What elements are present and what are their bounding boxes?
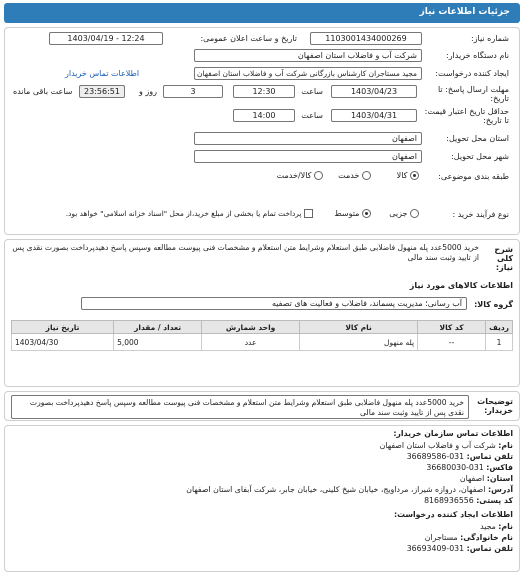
process-option-small[interactable] (389, 209, 419, 218)
contact-panel (4, 425, 520, 572)
need-number-field: 1103001434000269 (310, 32, 422, 45)
goods-group-label: گروه کالا: (474, 300, 513, 309)
buyer-address-value: اصفهان، دروازه شیراز، مرداویج، خیابان شیخ کلینی، خیابان جابر، شرکت آبفای استان اصفهان (186, 485, 486, 494)
need-details-panel (4, 27, 520, 235)
validity-label: حداقل تاریخ اعتبار قیمت: تا تاریخ: (424, 107, 509, 125)
col-date: تاریخ نیاز (12, 321, 114, 334)
creator-name-label: نام: (498, 522, 513, 531)
goods-table-header (12, 321, 513, 334)
creator-family-label: نام خانوادگی: (460, 533, 513, 542)
buyer-contact-link[interactable]: اطلاعات تماس خریدار (65, 69, 140, 78)
remaining-label: ساعت باقی مانده (13, 87, 73, 96)
buyer-field: شرکت آب و فاضلاب استان اصفهان (194, 49, 422, 62)
treasury-payment-note: پرداخت تمام یا بخشی از مبلغ خرید،از محل "اسناد خزانه اسلامی" خواهد بود. (65, 209, 302, 218)
buyer-name-value: شرکت آب و فاضلاب استان اصفهان (379, 441, 496, 450)
buyer-label: نام دستگاه خریدار: (446, 51, 509, 60)
cell-name: پله منهول (300, 334, 418, 351)
page-header (4, 3, 520, 23)
process-option-medium[interactable] (334, 209, 371, 218)
days-label: روز و (139, 87, 157, 96)
buyer-state-line (460, 474, 513, 483)
province-field: اصفهان (194, 132, 422, 145)
treasury-payment-option[interactable] (66, 209, 313, 218)
deadline-date-field: 1403/04/23 (331, 85, 417, 98)
category-goods-label: کالا (396, 171, 408, 180)
process-label: نوع فرآیند خرید : (452, 210, 509, 219)
creator-name-value: مجید (480, 522, 496, 531)
buyer-name-label: نام: (498, 441, 513, 450)
creator-contact-title: اطلاعات ایجاد کننده درخواست: (393, 510, 513, 519)
deadline-time-field: 12:30 (233, 85, 295, 98)
goods-table (11, 320, 513, 351)
city-field: اصفهان (194, 150, 422, 163)
category-both-label: کالا/خدمت (276, 171, 312, 180)
category-option-goods[interactable] (397, 171, 419, 180)
buyer-address-label: آدرس: (487, 485, 513, 494)
buyer-fax-label: فاکس: (486, 463, 513, 472)
creator-field: مجید مستاجران کارشناس بازرگانی شرکت آب و فاضلاب استان اصفهان (194, 67, 422, 80)
creator-name-line (480, 522, 513, 531)
summary-label: شرح کلی نیاز: (494, 245, 513, 272)
buyer-state-value: اصفهان (459, 474, 485, 483)
buyer-state-label: استان: (486, 474, 513, 483)
category-both-radio[interactable] (314, 171, 323, 180)
table-row[interactable] (12, 334, 513, 351)
goods-group-field: آب رسانی؛ مدیریت پسماند، فاضلاب و فعالیت های تصفیه (81, 297, 467, 310)
buyer-fax-line (426, 463, 513, 472)
validity-date-field: 1403/04/31 (331, 109, 417, 122)
process-medium-label: متوسط (334, 209, 360, 218)
creator-label: ایجاد کننده درخواست: (435, 69, 509, 78)
category-option-service[interactable] (338, 171, 371, 180)
buyer-postal-label: کد پستی: (476, 496, 513, 505)
col-row: ردیف (486, 321, 513, 334)
deadline-label: مهلت ارسال پاسخ: تا تاریخ: (437, 85, 509, 103)
need-number-label: شماره نیاز: (471, 34, 509, 43)
category-label: طبقه بندی موضوعی: (438, 172, 509, 181)
remaining-time-field: 23:56:51 (79, 85, 125, 98)
cell-code: -- (418, 334, 486, 351)
cell-unit: عدد (202, 334, 300, 351)
col-qty: تعداد / مقدار (114, 321, 202, 334)
process-small-radio[interactable] (410, 209, 419, 218)
col-unit: واحد شمارش (202, 321, 300, 334)
creator-phone-line (407, 544, 513, 553)
category-service-radio[interactable] (362, 171, 371, 180)
buyer-address-line (186, 485, 513, 494)
validity-time-label: ساعت (301, 111, 323, 120)
summary-text: خرید 5000عدد پله منهول فاضلابی طبق استعلام وشرایط متن استعلام و مشخصات فنی پیوست مطالعه وسپس پاسخ دهیدپرداخت بصورت نقدی پس از تایید وثبت سند مالی (12, 243, 479, 262)
cell-qty: 5,000 (114, 334, 202, 351)
city-label: شهر محل تحویل: (451, 152, 509, 161)
buyer-contact-title: اطلاعات تماس سازمان خریدار: (393, 429, 513, 438)
goods-panel (4, 239, 520, 387)
days-remaining-field: 3 (163, 85, 223, 98)
buyer-fax-value: 031-36680030 (426, 463, 484, 472)
cell-date: 1403/04/30 (12, 334, 114, 351)
cell-row: 1 (486, 334, 513, 351)
province-label: استان محل تحویل: (446, 134, 509, 143)
page-title: جزئیات اطلاعات نیاز (419, 7, 510, 17)
creator-family-line (425, 533, 513, 542)
buyer-postal-line (424, 496, 513, 505)
category-service-label: خدمت (338, 171, 360, 180)
category-goods-radio[interactable] (410, 171, 419, 180)
category-option-both[interactable] (277, 171, 323, 180)
deadline-time-label: ساعت (301, 87, 323, 96)
col-code: کد کالا (418, 321, 486, 334)
buyer-notes-label: توضیحات خریدار: (477, 397, 513, 415)
announce-label: تاریخ و ساعت اعلان عمومی: (200, 34, 297, 43)
buyer-name-line (380, 441, 513, 450)
creator-family-value: مستاجران (424, 533, 458, 542)
process-medium-radio[interactable] (362, 209, 371, 218)
buyer-phone-line (407, 452, 513, 461)
creator-phone-label: تلفن تماس: (466, 544, 513, 553)
buyer-postal-value: 8168936556 (424, 496, 474, 505)
buyer-phone-value: 031-36689586 (406, 452, 465, 461)
buyer-notes-text: خرید 5000عدد پله منهول فاضلابی طبق استعلام وشرایط متن استعلام و مشخصات فنی پیوست مطالعه وسپس پاسخ دهیدپرداخت بصورت نقدی پس از تایید وثبت سند مالی (11, 395, 469, 419)
creator-phone-value: 031-36693409 (406, 544, 465, 553)
validity-time-field: 14:00 (233, 109, 295, 122)
announce-field: 1403/04/19 - 12:24 (49, 32, 163, 45)
treasury-payment-checkbox[interactable] (304, 209, 313, 218)
col-name: نام کالا (300, 321, 418, 334)
buyer-notes-panel (4, 391, 520, 421)
process-small-label: جزیی (389, 209, 408, 218)
buyer-phone-label: تلفن تماس: (466, 452, 513, 461)
goods-title: اطلاعات کالاهای مورد نیاز (409, 281, 513, 290)
